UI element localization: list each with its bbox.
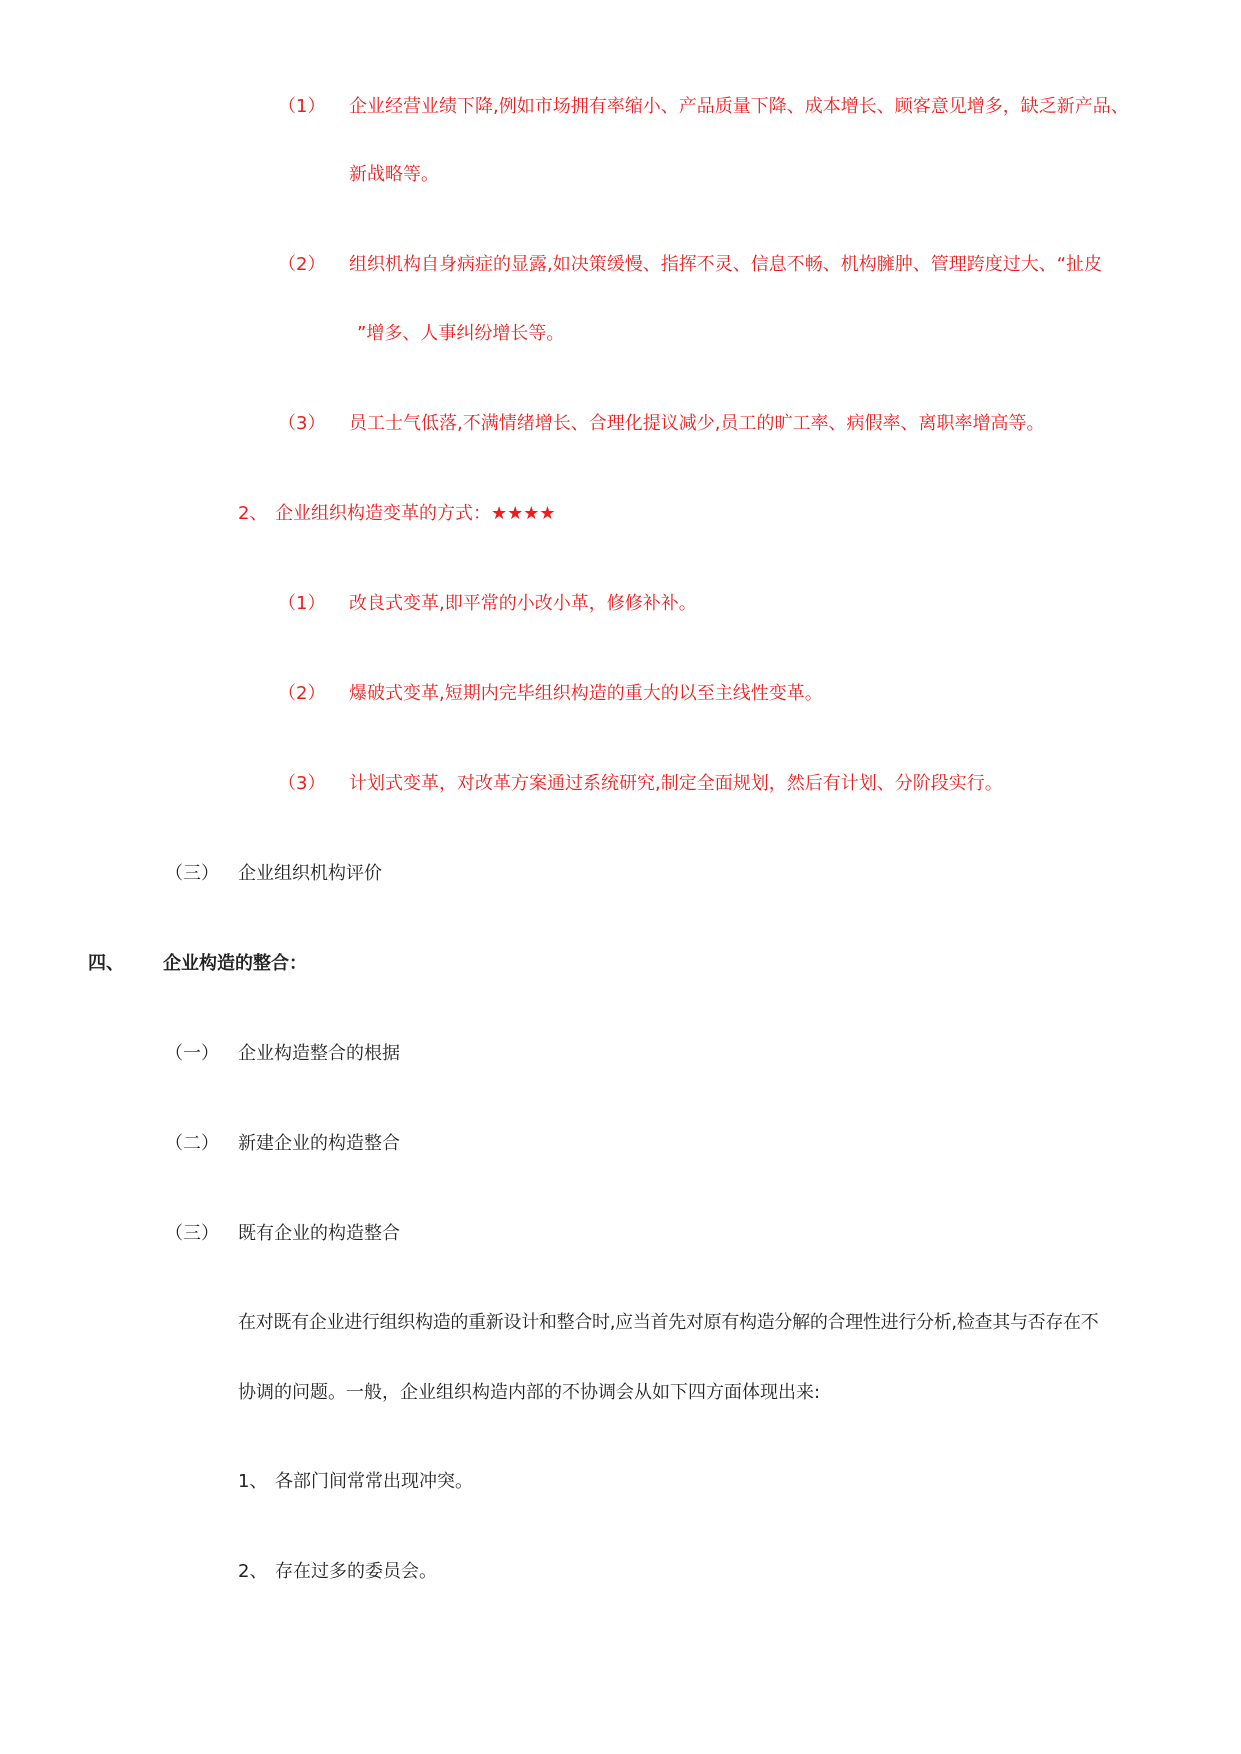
list-marker-1: （1） xyxy=(278,96,326,117)
section-heading: 企业组织构造变革的方式：★★★★ xyxy=(275,503,556,524)
subsection-title: 既有企业的构造整合 xyxy=(238,1223,400,1244)
list-marker-2: （2） xyxy=(278,683,326,704)
section-number: 2、 xyxy=(238,503,268,524)
subsection-marker: （一） xyxy=(165,1043,219,1064)
chapter-number: 四、 xyxy=(88,953,124,974)
list-number: 1、 xyxy=(238,1471,268,1492)
chapter-heading: 企业构造的整合： xyxy=(163,953,307,974)
subsection-title: 企业组织机构评价 xyxy=(238,863,382,884)
list-marker-1: （1） xyxy=(278,593,326,614)
list-item-text: 组织机构自身病症的显露,如决策缓慢、指挥不灵、信息不畅、机构臃肿、管理跨度过大、“扯皮 xyxy=(349,254,1103,275)
list-item-text: 爆破式变革,短期内完毕组织构造的重大的以至主线性变革。 xyxy=(349,683,823,704)
subsection-marker: （三） xyxy=(165,863,219,884)
list-item-text-continued: 新战略等。 xyxy=(349,164,439,185)
list-marker-2: （2） xyxy=(278,254,326,275)
list-item-text: 计划式变革，对改革方案通过系统研究,制定全面规划，然后有计划、分阶段实行。 xyxy=(349,773,1003,794)
paragraph-line: 在对既有企业进行组织构造的重新设计和整合时,应当首先对原有构造分解的合理性进行分析,检查其与否存在不 xyxy=(238,1312,1099,1333)
subsection-marker: （二） xyxy=(165,1133,219,1154)
list-marker-3: （3） xyxy=(278,413,326,434)
list-marker-3: （3） xyxy=(278,773,326,794)
list-item-text-continued: ”增多、人事纠纷增长等。 xyxy=(357,323,565,344)
list-item-text: 改良式变革,即平常的小改小革，修修补补。 xyxy=(349,593,697,614)
list-item-text: 各部门间常常出现冲突。 xyxy=(275,1471,473,1492)
list-item-text: 企业经营业绩下降,例如市场拥有率缩小、产品质量下降、成本增长、顾客意见增多，缺乏新产品、 xyxy=(349,96,1129,117)
subsection-title: 新建企业的构造整合 xyxy=(238,1133,400,1154)
list-item-text: 员工士气低落,不满情绪增长、合理化提议减少,员工的旷工率、病假率、离职率增高等。 xyxy=(349,413,1045,434)
subsection-marker: （三） xyxy=(165,1223,219,1244)
list-number: 2、 xyxy=(238,1561,268,1582)
paragraph-line: 协调的问题。一般，企业组织构造内部的不协调会从如下四方面体现出来: xyxy=(238,1382,821,1403)
subsection-title: 企业构造整合的根据 xyxy=(238,1043,400,1064)
list-item-text: 存在过多的委员会。 xyxy=(275,1561,437,1582)
